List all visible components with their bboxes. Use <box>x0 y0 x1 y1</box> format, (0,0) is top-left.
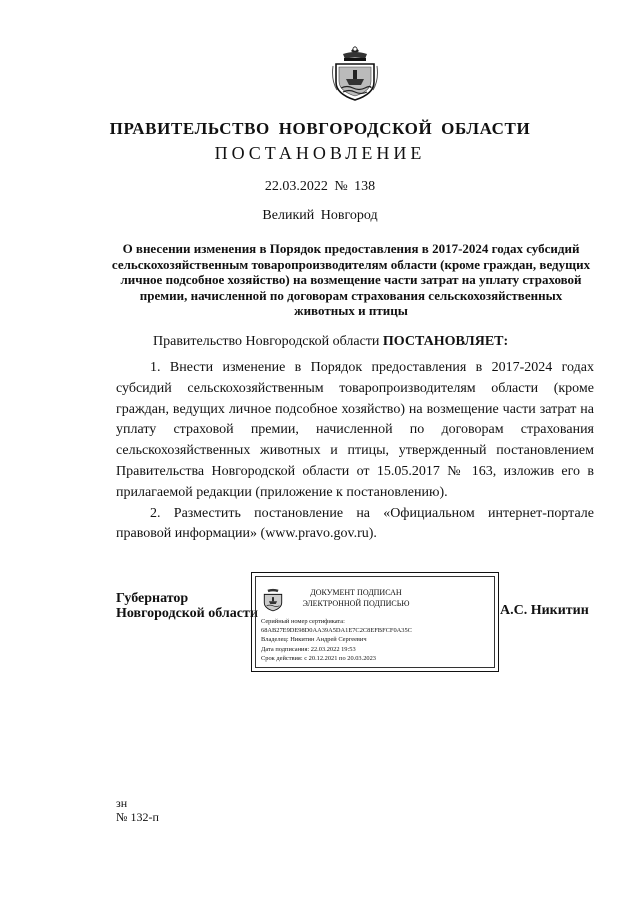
preamble-text: Правительство Новгородской области <box>153 334 383 349</box>
coat-of-arms-icon <box>331 44 379 102</box>
stamp-signed-date: Дата подписания: 22.03.2022 19:53 <box>261 645 356 653</box>
preamble-bold: ПОСТАНОВЛЯЕТ: <box>382 334 509 349</box>
signer-title <box>116 591 258 621</box>
signer-title-line1: Губернатор <box>116 591 189 606</box>
stamp-cert-label: Серийный номер сертификата: <box>261 618 345 625</box>
body-text <box>116 358 594 545</box>
government-name: ПРАВИТЕЛЬСТВО НОВГОРОДСКОЙ ОБЛАСТИ <box>109 119 531 138</box>
stamp-validity: Срок действия: с 20.12.2021 по 20.03.2023 <box>261 654 377 662</box>
paragraph-2: 2. Разместить постановление на «Официальном интернет-портале правовой информации» (www.pravo.gov.ru). <box>116 505 594 542</box>
paragraph-1: 1. Внести изменение в Порядок предоставления в 2017-2024 годах субсидий сельскохозяйственным товаропроизводителям области (кроме граждан, ведущих личное подсобное хозяйство) на возмещение части затрат на уплату страховой премии, начисленной по договорам страхования сельскохозяйственных животных и птицы, утвержденный постановлением Правительства Новгородской области от 15.05.2017 № 163, изложив его в прилагаемой редакции (приложение к постановлению). <box>116 360 594 500</box>
registration-code <box>116 796 159 824</box>
stamp-heading-line1: ДОКУМЕНТ ПОДПИСАН <box>310 588 402 597</box>
signer-name: А.С. Никитин <box>500 603 589 618</box>
executor-initials: зн <box>116 796 128 810</box>
stamp-cert-number: 68AB27E9DE98D0AA39A5DA1E7C2C8EFBFCF0A35C <box>261 627 412 635</box>
preamble <box>153 334 508 350</box>
signer-title-line2: Новгородской области <box>116 606 258 621</box>
date-and-number: 22.03.2022 № 138 <box>264 179 376 194</box>
stamp-heading-line2: ЭЛЕКТРОННОЙ ПОДПИСЬЮ <box>302 599 410 608</box>
coat-of-arms-small-icon <box>262 585 284 612</box>
stamp-details <box>261 617 412 663</box>
registration-number: № 132-п <box>116 810 159 824</box>
stamp-owner: Владелец: Никитин Андрей Сергеевич <box>261 636 367 644</box>
city: Великий Новгород <box>262 208 378 223</box>
stamp-heading <box>296 587 416 609</box>
document-subject: О внесении изменения в Порядок предоставления в 2017-2024 годах субсидий сельскохозяйственным товаропроизводителям области (кроме граждан, ведущих личное подсобное хозяйство) на возмещение части затрат на уплату страховой премии, начисленной по договорам страхования сельскохозяйственных животных и птицы <box>111 241 591 318</box>
document-type: ПОСТАНОВЛЕНИЕ <box>214 143 426 163</box>
electronic-signature-stamp <box>251 572 499 672</box>
